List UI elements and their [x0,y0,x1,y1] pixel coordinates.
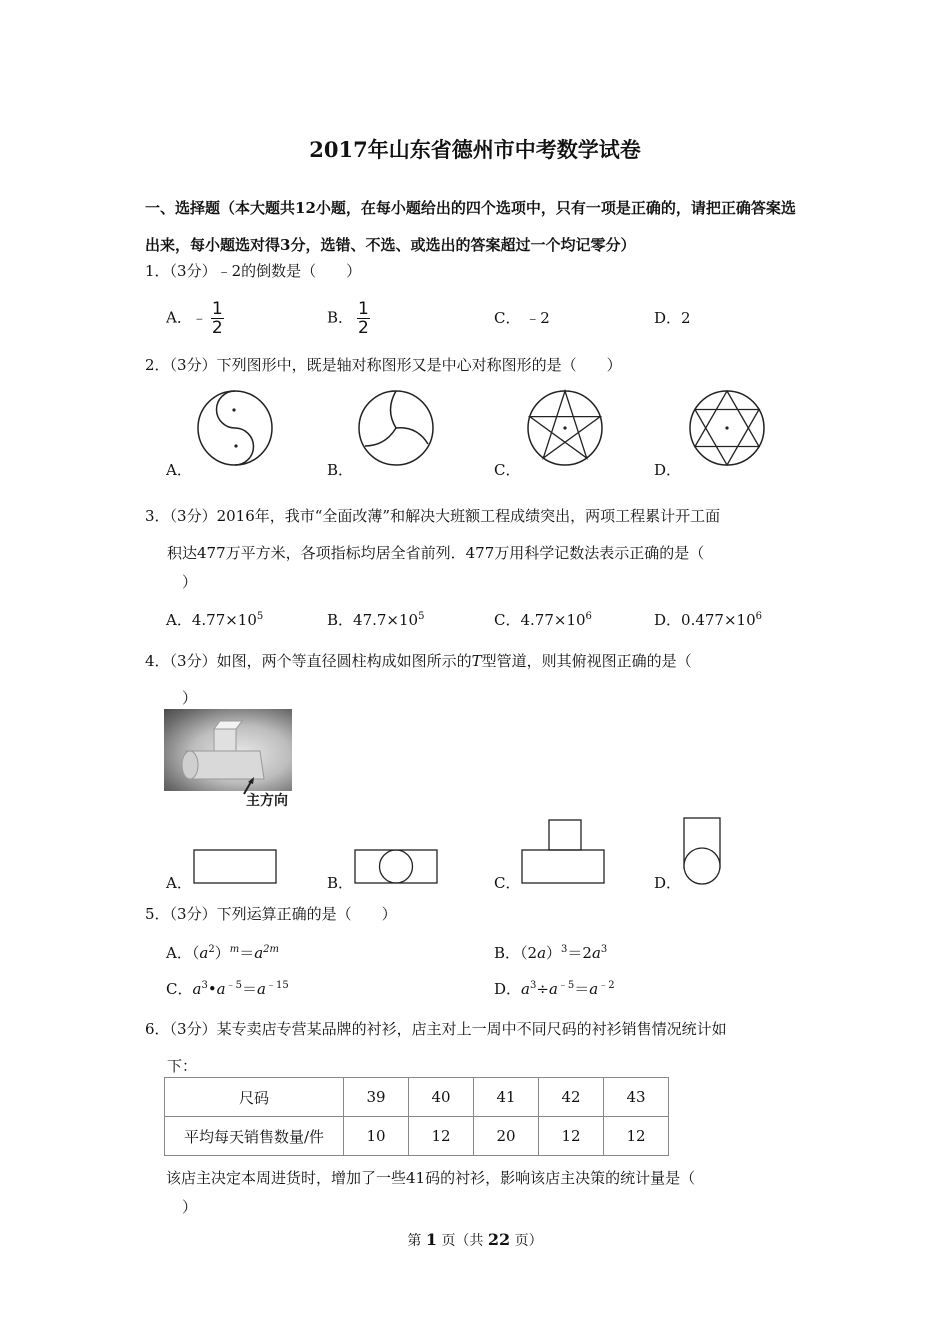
page-title: 2017年山东省德州市中考数学试卷 [309,137,641,162]
q3-option-d: D．$0.477\times 10^6$ [654,611,763,629]
fraction: $\frac{1}{2}$ [358,299,369,338]
table-header-cell: 尺码 [165,1078,344,1117]
q4-figure-a [193,849,279,885]
page-footer: 第 1 页（共 22 页） [407,1230,543,1249]
table-cell: 39 [344,1078,409,1117]
q4-option-b-label: B． [327,874,354,892]
table-header-cell: 平均每天销售数量/件 [165,1117,344,1156]
q2-option-b-label: B． [327,461,354,479]
triskelion-figure [355,388,437,470]
table-cell: 42 [539,1078,604,1117]
table-cell: 20 [474,1117,539,1156]
q3-option-a: A．$4.77\times 10^5$ [166,611,264,629]
size-sales-table [164,1077,669,1156]
q1-option-b: B． $\frac{1}{2}$ [327,299,369,338]
t-pipe-drawing [164,709,292,791]
question-2-stem: 2．（3分）下列图形中，既是轴对称图形又是中心对称图形的是（ ） [145,356,622,374]
pentagram-figure [524,388,606,470]
table-cell: 10 [344,1117,409,1156]
q3-option-b: B．$47.7\times 10^5$ [327,611,425,629]
q4-option-a-label: A． [166,874,192,892]
q5-option-a: A．$(a^2)^m=a^{2m}$ [166,944,280,962]
q2-option-a-label: A． [166,461,192,479]
question-1-stem: 1．（3分）﹣2的倒数是（ ） [145,262,362,280]
table-cell: 12 [604,1117,669,1156]
q1-option-a: A．﹣ $\frac{1}{2}$ [166,299,223,338]
hexagram-figure [686,388,768,470]
table-row [165,1117,669,1156]
q5-option-b: B．$(2a)^3=2a^3$ [494,944,608,962]
main-direction-label: 主方向 [246,793,288,809]
q4-option-c-label: C． [494,874,521,892]
q1-option-c: C． ﹣2 [494,309,550,327]
q5-option-d: D．$a^3\div a^{﹣5}=a^{﹣2}$ [494,980,615,998]
q4-figure-d [680,816,726,888]
table-cell: 40 [409,1078,474,1117]
q5-option-c: C．$a^3•a^{﹣5}=a^{﹣15}$ [166,980,289,998]
table-cell: 43 [604,1078,669,1117]
q4-figure-c [520,819,608,885]
q2-option-c-label: C． [494,461,521,479]
question-6-followup: 该店主决定本周进货时，增加了一些41码的衬衫，影响该店主决策的统计量是（ ） [166,1169,696,1216]
fraction: $\frac{1}{2}$ [211,299,223,338]
q3-option-c: C．$4.77\times 10^6$ [494,611,592,629]
q4-option-d-label: D． [654,874,682,892]
q1-option-d: D．2 [654,309,691,327]
question-6-stem: 6．（3分）某专卖店专营某品牌的衬衫，店主对上一周中不同尺码的衬衫销售情况统计如 下： [145,1020,727,1075]
yin-yang-figure [194,388,276,470]
table-cell: 12 [409,1117,474,1156]
table-cell: 12 [539,1117,604,1156]
table-row [165,1078,669,1117]
question-3-stem: 3．（3分）2016年，我市“全面改薄”和解决大班额工程成绩突出，两项工程累计开工面 积达477万平方米，各项指标均居全省前列．477万用科学记数法表示正确的是（ ） [145,507,721,591]
question-4-stem: 4．（3分）如图，两个等直径圆柱构成如图所示的T型管道，则其俯视图正确的是（ ） [145,652,692,707]
q4-figure-b [354,849,440,885]
t-pipe-image [164,709,292,791]
section-heading: 一、选择题（本大题共12小题，在每小题给出的四个选项中，只有一项是正确的，请把正确答案选出来，每小题选对得3分，选错、不选、或选出的答案超过一个均记零分） [145,199,796,254]
table-cell: 41 [474,1078,539,1117]
question-5-stem: 5．（3分）下列运算正确的是（ ） [145,905,397,923]
q2-option-d-label: D． [654,461,682,479]
